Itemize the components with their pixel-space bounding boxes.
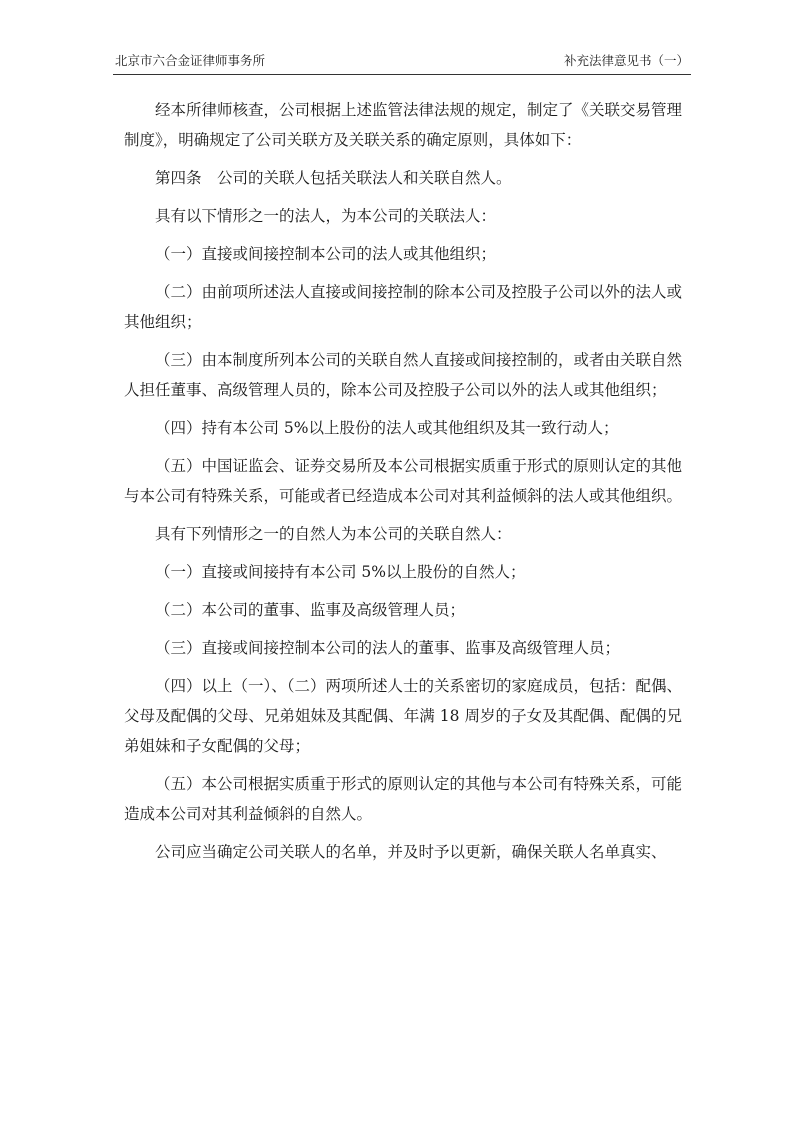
law-firm-name: 北京市六合金证律师事务所 — [115, 53, 266, 68]
paragraph-legal-person-item-1: （一）直接或间接控制本公司的法人或其他组织； — [155, 245, 497, 263]
paragraph-legal-person-item-2: （二）由前项所述法人直接或间接控制的除本公司及控股子公司以外的法人或其他组织； — [124, 283, 683, 331]
document-title: 补充法律意见书（一） — [563, 53, 689, 68]
paragraph-legal-person-item-5: （五）中国证监会、证券交易所及本公司根据实质重于形式的原则认定的其他与本公司有特殊关系，可能或者已经造成本公司对其利益倾斜的法人或其他组织。 — [124, 457, 683, 505]
paragraph-natural-person-item-3: （三）直接或间接控制本公司的法人的董事、监事及高级管理人员； — [155, 639, 621, 657]
page-header — [113, 48, 691, 75]
paragraph-natural-person-item-1: （一）直接或间接持有本公司 5%以上股份的自然人； — [155, 563, 526, 581]
paragraph-intro: 经本所律师核查，公司根据上述监管法律法规的规定，制定了《关联交易管理制度》，明确规定了公司关联方及关联关系的确定原则，具体如下： — [124, 101, 683, 149]
document-body — [124, 95, 682, 875]
paragraph-article-4: 第四条 公司的关联人包括关联法人和关联自然人。 — [155, 169, 512, 187]
paragraph-legal-person-item-4: （四）持有本公司 5%以上股份的法人或其他组织及其一致行动人； — [155, 419, 619, 437]
paragraph-closing: 公司应当确定公司关联人的名单，并及时予以更新，确保关联人名单真实、 — [155, 843, 667, 861]
paragraph-natural-person-heading: 具有下列情形之一的自然人为本公司的关联自然人： — [155, 525, 512, 543]
paragraph-legal-person-item-3: （三）由本制度所列本公司的关联自然人直接或间接控制的，或者由关联自然人担任董事、高级管理人员的，除本公司及控股子公司以外的法人或其他组织； — [124, 351, 683, 399]
paragraph-natural-person-item-4: （四）以上（一）、（二）两项所述人士的关系密切的家庭成员，包括：配偶、父母及配偶的父母、兄弟姐妹及其配偶、年满 18 周岁的子女及其配偶、配偶的兄弟姐妹和子女配偶的父母； — [124, 677, 683, 755]
paragraph-legal-person-heading: 具有以下情形之一的法人，为本公司的关联法人： — [155, 207, 497, 225]
paragraph-natural-person-item-2: （二）本公司的董事、监事及高级管理人员； — [155, 601, 466, 619]
paragraph-natural-person-item-5: （五）本公司根据实质重于形式的原则认定的其他与本公司有特殊关系，可能造成本公司对其利益倾斜的自然人。 — [124, 775, 683, 823]
